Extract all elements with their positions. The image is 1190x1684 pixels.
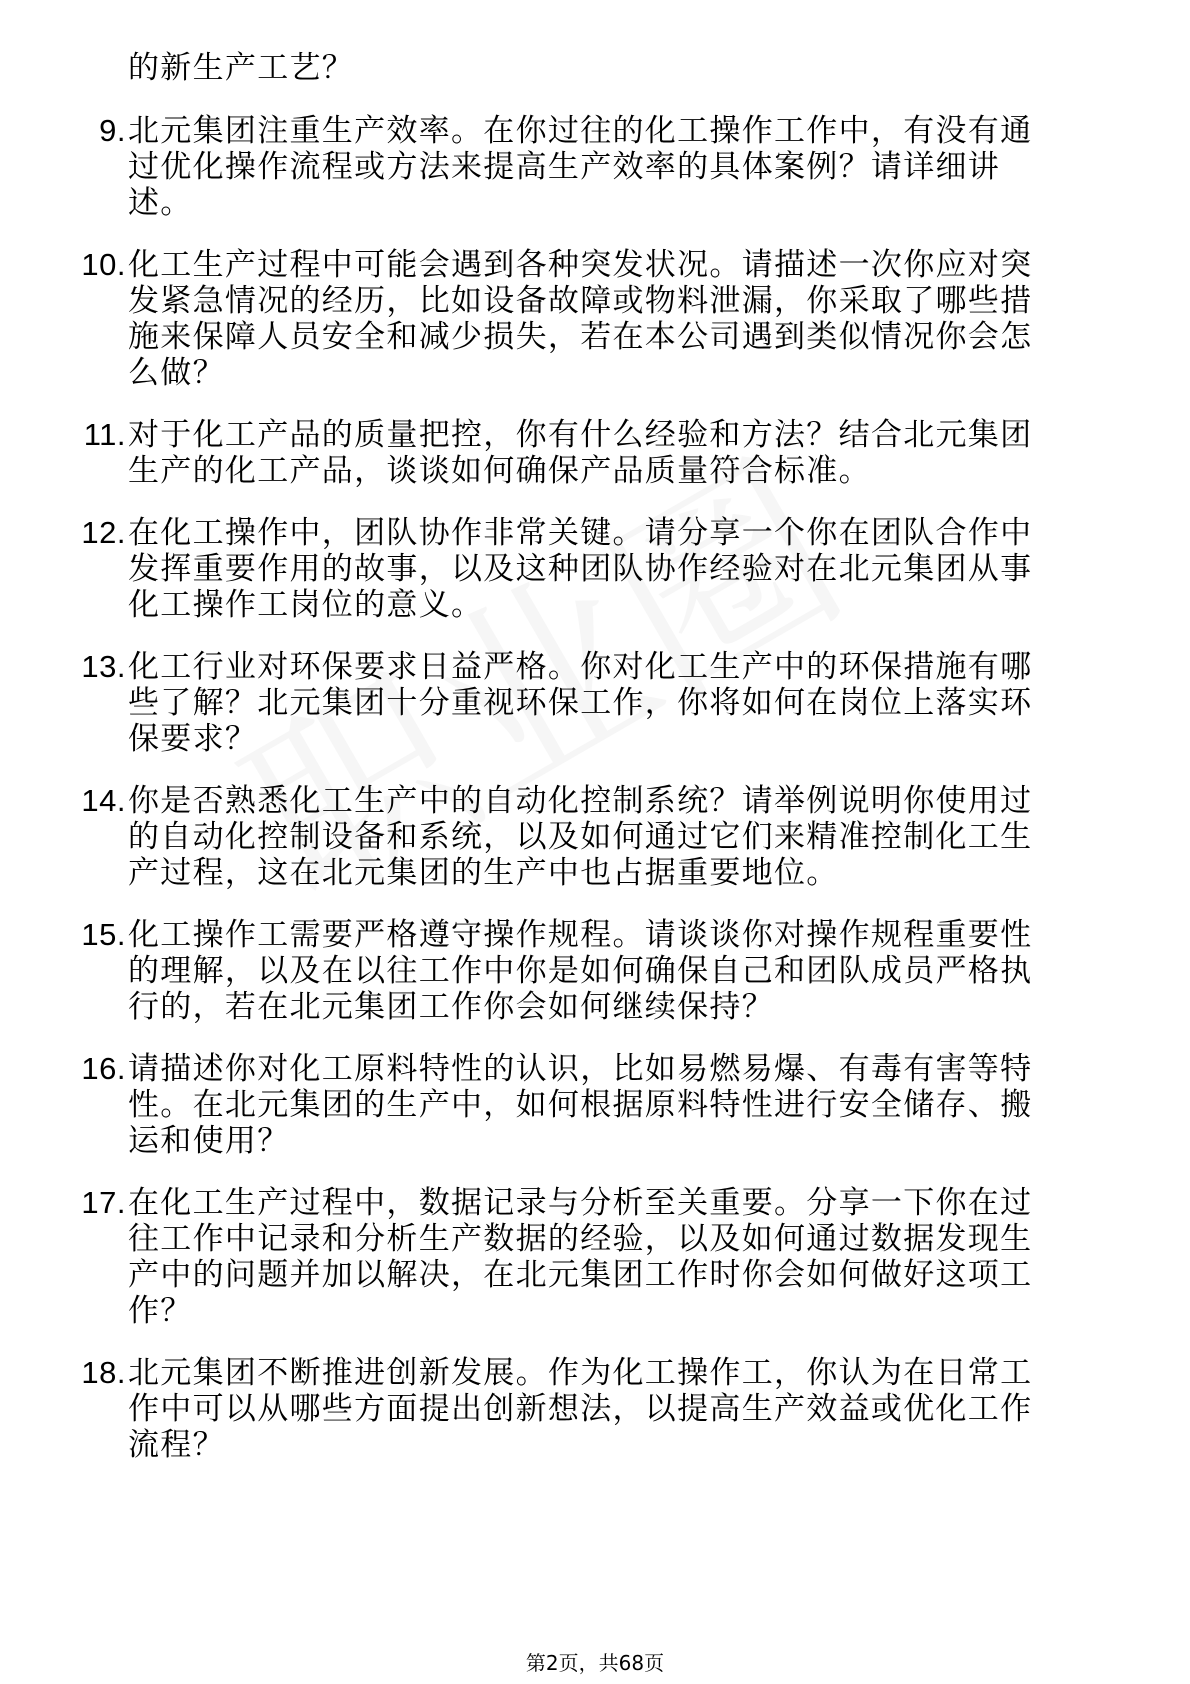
question-text-line: 么做？	[128, 355, 225, 391]
question-text-line: 化工生产过程中可能会遇到各种突发状况。请描述一次你应对突	[128, 247, 1033, 283]
question-number: 17.	[81, 1185, 126, 1220]
question-text-line: 往工作中记录和分析生产数据的经验，以及如何通过数据发现生	[128, 1221, 1033, 1257]
continuation-line: 的新生产工艺？	[128, 50, 355, 86]
question-number: 18.	[81, 1355, 126, 1390]
question-text-line: 运和使用？	[128, 1123, 290, 1159]
question-text-line: 你是否熟悉化工生产中的自动化控制系统？请举例说明你使用过	[128, 783, 1033, 819]
question-number: 16.	[81, 1051, 126, 1086]
page-number-footer: 第2页，共68页	[525, 1651, 665, 1675]
question-text-line: 在化工操作中，团队协作非常关键。请分享一个你在团队合作中	[128, 515, 1033, 551]
question-text-line: 保要求？	[128, 721, 258, 757]
question-text-line: 发挥重要作用的故事，以及这种团队协作经验对在北元集团从事	[128, 551, 1033, 587]
question-text-line: 过优化操作流程或方法来提高生产效率的具体案例？请详细讲	[128, 149, 1001, 185]
question-text-line: 流程？	[128, 1427, 225, 1463]
question-text-line: 的自动化控制设备和系统，以及如何通过它们来精准控制化工生	[128, 819, 1033, 855]
question-number: 15.	[81, 917, 126, 952]
question-text-line: 施来保障人员安全和减少损失，若在本公司遇到类似情况你会怎	[128, 319, 1033, 355]
question-number: 11.	[83, 417, 126, 452]
question-text-line: 行的，若在北元集团工作你会如何继续保持？	[128, 989, 774, 1025]
question-text-line: 的理解，以及在以往工作中你是如何确保自己和团队成员严格执	[128, 953, 1033, 989]
question-text-line: 述。	[128, 185, 193, 221]
question-text-line: 产中的问题并加以解决，在北元集团工作时你会如何做好这项工	[128, 1257, 1033, 1293]
question-text-line: 作？	[128, 1293, 193, 1329]
question-number: 14.	[81, 783, 126, 818]
question-text-line: 化工操作工需要严格遵守操作规程。请谈谈你对操作规程重要性	[128, 917, 1033, 953]
question-text-line: 化工操作工岗位的意义。	[128, 587, 484, 623]
question-number: 13.	[81, 649, 126, 684]
question-number: 9.	[99, 113, 126, 148]
question-text-line: 性。在北元集团的生产中，如何根据原料特性进行安全储存、搬	[128, 1087, 1033, 1123]
question-text-line: 请描述你对化工原料特性的认识，比如易燃易爆、有毒有害等特	[128, 1051, 1033, 1087]
question-text-line: 化工行业对环保要求日益严格。你对化工生产中的环保措施有哪	[128, 649, 1033, 685]
question-text-line: 产过程，这在北元集团的生产中也占据重要地位。	[128, 855, 839, 891]
question-number: 10.	[81, 247, 126, 282]
question-text-line: 作中可以从哪些方面提出创新想法，以提高生产效益或优化工作	[128, 1391, 1033, 1427]
question-text-line: 对于化工产品的质量把控，你有什么经验和方法？结合北元集团	[128, 417, 1033, 453]
question-text-line: 生产的化工产品，谈谈如何确保产品质量符合标准。	[128, 453, 871, 489]
question-text-line: 北元集团注重生产效率。在你过往的化工操作工作中，有没有通	[128, 113, 1033, 149]
question-text-line: 些了解？北元集团十分重视环保工作，你将如何在岗位上落实环	[128, 685, 1033, 721]
question-text-line: 在化工生产过程中，数据记录与分析至关重要。分享一下你在过	[128, 1185, 1033, 1221]
question-text-line: 北元集团不断推进创新发展。作为化工操作工，你认为在日常工	[128, 1355, 1033, 1391]
question-number: 12.	[81, 515, 126, 550]
question-text-line: 发紧急情况的经历，比如设备故障或物料泄漏，你采取了哪些措	[128, 283, 1033, 319]
